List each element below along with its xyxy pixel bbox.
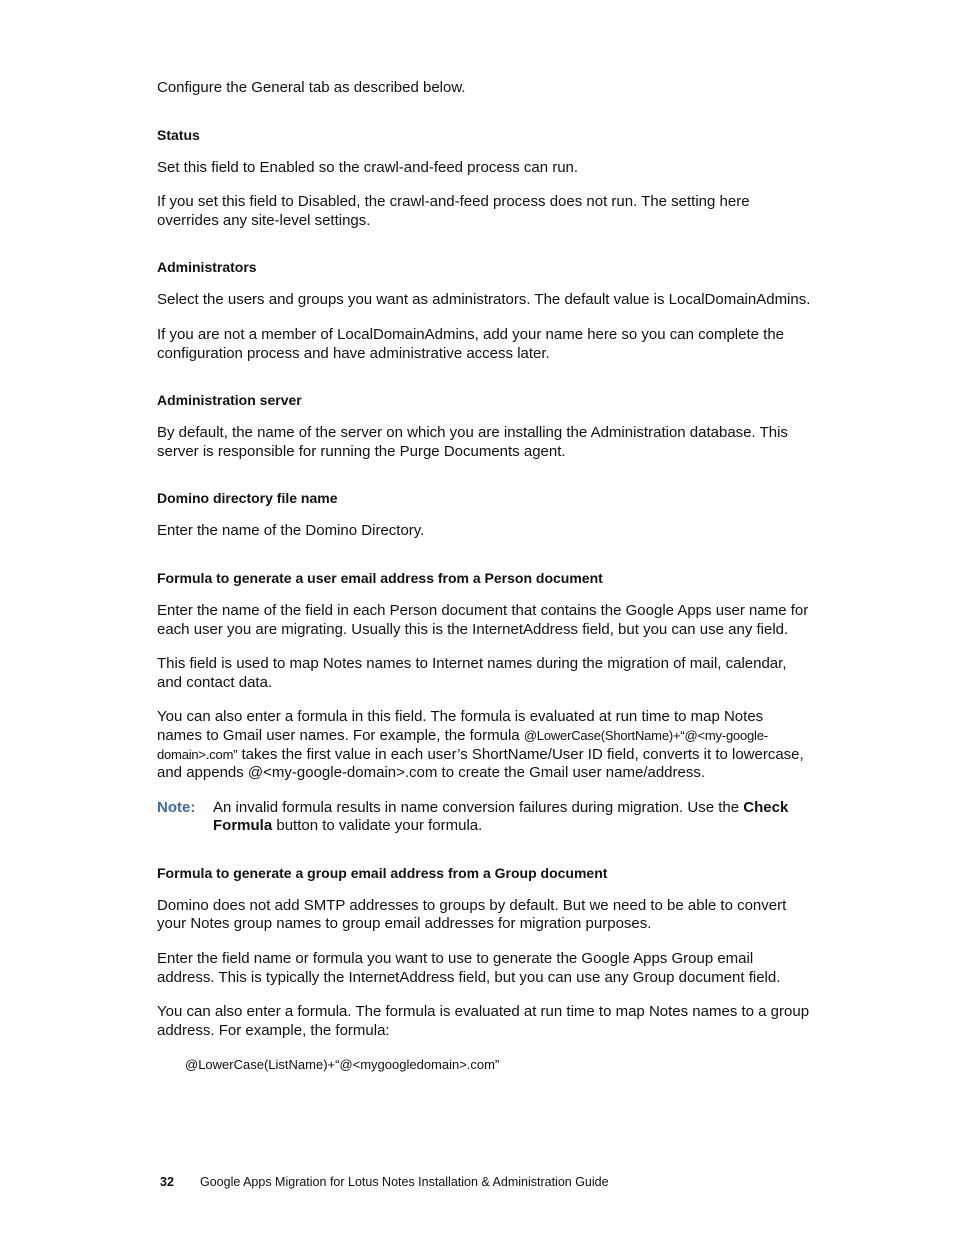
note-label: Note: [157, 798, 196, 816]
status-heading: Status [157, 126, 200, 143]
page-body [157, 79, 812, 1074]
administrators-paragraph-2: If you are not a member of LocalDomainAdmins, add your name here so you can complete the configuration process and have administrative access later. [157, 325, 785, 362]
page-footer [160, 1174, 609, 1190]
group-formula-heading: Formula to generate a group email address from a Group document [157, 864, 608, 881]
status-paragraph-1: Set this field to Enabled so the crawl-and-feed process can run. [157, 158, 579, 176]
administrators-heading: Administrators [157, 259, 257, 276]
note-text-post: button to validate your formula. [272, 817, 483, 835]
user-formula-paragraph-1: Enter the name of the field in each Person document that contains the Google Apps user name for each user you are migrating. Usually this is the InternetAddress field, but you can use any field. [157, 601, 809, 638]
domino-directory-heading: Domino directory file name [157, 490, 338, 507]
administrators-paragraph-1: Select the users and groups you want as administrators. The default value is LocalDomainAdmins. [157, 291, 811, 309]
user-formula-paragraph-3 [157, 708, 812, 782]
group-formula-paragraph-1: Domino does not add SMTP addresses to groups by default. But we need to be able to convert your Notes group names to group email addresses for migration purposes. [157, 896, 787, 933]
status-paragraph-2: If you set this field to Disabled, the crawl-and-feed process does not run. The setting here overrides any site-level settings. [157, 193, 750, 229]
user-formula-text-pre: You can also enter a formula in this field. The formula is evaluated at run time to map Notes names to Gmail user names. For example, the formula [157, 708, 764, 744]
admin-server-paragraph: By default, the name of the server on which you are installing the Administration database. This server is responsible for running the Purge Documents agent. [157, 424, 788, 460]
note-callout [157, 799, 812, 836]
group-formula-paragraph-3: You can also enter a formula. The formula is evaluated at run time to map Notes names to a group address. For example, the formula: [157, 1003, 810, 1039]
user-formula-example: @LowerCase(ShortName)+“@<my-google-domain>.com” [157, 727, 768, 762]
group-formula-code: @LowerCase(ListName)+“@<mygoogledomain>.com” [185, 1057, 500, 1073]
user-formula-text-post: takes the first value in each user’s ShortName/User ID field, converts it to lowercase, and appends @<my-google-domain>.com to create the Gmail user name/address. [157, 745, 804, 782]
group-formula-paragraph-2: Enter the field name or formula you want to use to generate the Google Apps Group email address. This is typically the InternetAddress field, but you can use any Group document field. [157, 950, 781, 986]
user-formula-paragraph-2: This field is used to map Notes names to Internet names during the migration of mail, calendar, and contact data. [157, 655, 787, 691]
admin-server-heading: Administration server [157, 392, 302, 409]
intro-paragraph: Configure the General tab as described below. [157, 79, 466, 96]
domino-directory-paragraph: Enter the name of the Domino Directory. [157, 522, 425, 540]
check-formula-term: Check Formula [213, 798, 789, 835]
page-number: 32 [160, 1175, 174, 1189]
note-text-pre: An invalid formula results in name conversion failures during migration. Use the [213, 798, 744, 816]
user-formula-heading: Formula to generate a user email address from a Person document [157, 569, 603, 586]
footer-title: Google Apps Migration for Lotus Notes Installation & Administration Guide [200, 1175, 609, 1189]
